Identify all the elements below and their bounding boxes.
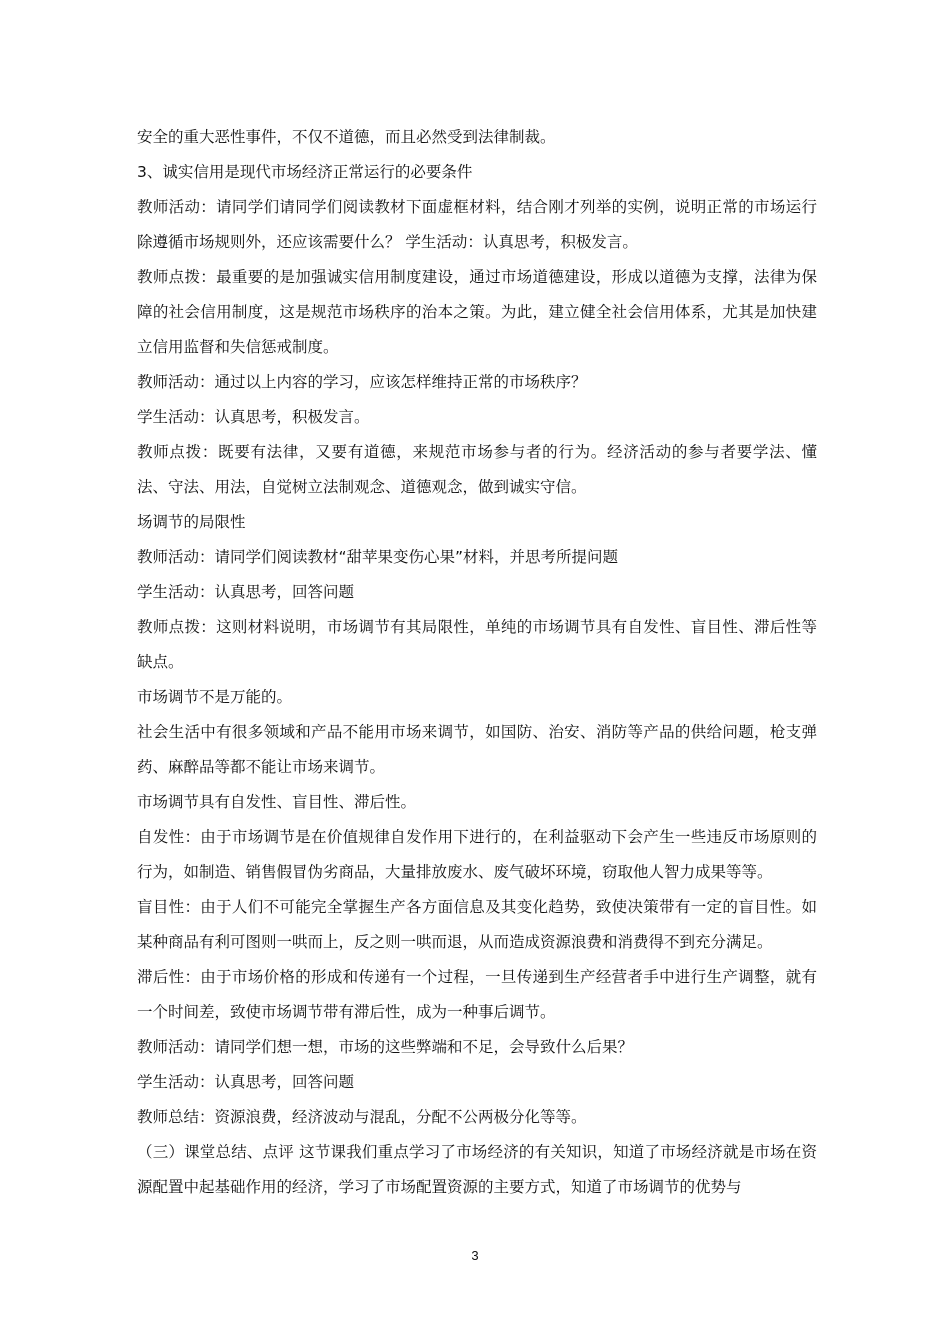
paragraph-teacher-activity-2: 教师活动：通过以上内容的学习，应该怎样维持正常的市场秩序？ <box>137 373 587 391</box>
paragraph-class-summary: （三）课堂总结、点评 这节课我们重点学习了市场经济的有关知识，知道了市场经济就是市场在资源配置中起基础作用的经济，学习了市场配置资源的主要方式，知道了市场调节的优势与 <box>137 1143 817 1196</box>
paragraph-teacher-activity-3: 教师活动：请同学们阅读教材“甜苹果变伤心果”材料，并思考所提问题 <box>137 548 619 566</box>
paragraph-social-life: 社会生活中有很多领域和产品不能用市场来调节，如国防、治安、消防等产品的供给问题，枪支弹药、麻醉品等都不能让市场来调节。 <box>137 723 817 776</box>
paragraph-legal-sanction: 安全的重大恶性事件，不仅不道德，而且必然受到法律制裁。 <box>137 128 556 146</box>
paragraph-teacher-guidance-3: 教师点拨：这则材料说明，市场调节有其局限性，单纯的市场调节具有自发性、盲目性、滞后性等缺点。 <box>137 618 817 671</box>
paragraph-teacher-activity-4: 教师活动：请同学们想一想，市场的这些弊端和不足，会导致什么后果？ <box>137 1038 634 1056</box>
paragraph-spontaneity: 自发性：由于市场调节是在价值规律自发作用下进行的，在利益驱动下会产生一些违反市场原则的行为，如制造、销售假冒伪劣商品，大量排放废水、废气破坏环境，窃取他人智力成果等等。 <box>137 828 817 881</box>
paragraph-student-activity-2: 学生活动：认真思考，回答问题 <box>137 583 355 601</box>
paragraph-not-omnipotent: 市场调节不是万能的。 <box>137 688 293 706</box>
paragraph-blindness: 盲目性：由于人们不可能完全掌握生产各方面信息及其变化趋势，致使决策带有一定的盲目性。如某种商品有利可图则一哄而上，反之则一哄而退，从而造成资源浪费和消费得不到充分满足。 <box>137 898 817 951</box>
heading-honesty-credit: 3、诚实信用是现代市场经济正常运行的必要条件 <box>137 163 473 181</box>
paragraph-teacher-activity-1: 教师活动：请同学们请同学们阅读教材下面虚框材料，结合刚才列举的实例，说明正常的市场运行除遵循市场规则外，还应该需要什么？ 学生活动：认真思考，积极发言。 <box>137 198 817 251</box>
paragraph-teacher-summary: 教师总结：资源浪费，经济波动与混乱，分配不公两极分化等等。 <box>137 1108 587 1126</box>
paragraph-three-traits: 市场调节具有自发性、盲目性、滞后性。 <box>137 793 417 811</box>
paragraph-student-activity-1: 学生活动：认真思考，积极发言。 <box>137 408 370 426</box>
paragraph-teacher-guidance-2: 教师点拨：既要有法律，又要有道德，来规范市场参与者的行为。经济活动的参与者要学法、懂法、守法、用法，自觉树立法制观念、道德观念，做到诚实守信。 <box>137 443 817 496</box>
paragraph-lag: 滞后性：由于市场价格的形成和传递有一个过程，一旦传递到生产经营者手中进行生产调整，就有一个时间差，致使市场调节带有滞后性，成为一种事后调节。 <box>137 968 817 1021</box>
document-body <box>137 120 817 1205</box>
heading-market-limitations: 场调节的局限性 <box>137 513 246 531</box>
paragraph-student-activity-3: 学生活动：认真思考，回答问题 <box>137 1073 355 1091</box>
paragraph-teacher-guidance-1: 教师点拨：最重要的是加强诚实信用制度建设，通过市场道德建设，形成以道德为支撑，法律为保障的社会信用制度，这是规范市场秩序的治本之策。为此，建立健全社会信用体系，尤其是加快建立信用监督和失信惩戒制度。 <box>137 268 817 356</box>
page-number: 3 <box>471 1248 479 1263</box>
